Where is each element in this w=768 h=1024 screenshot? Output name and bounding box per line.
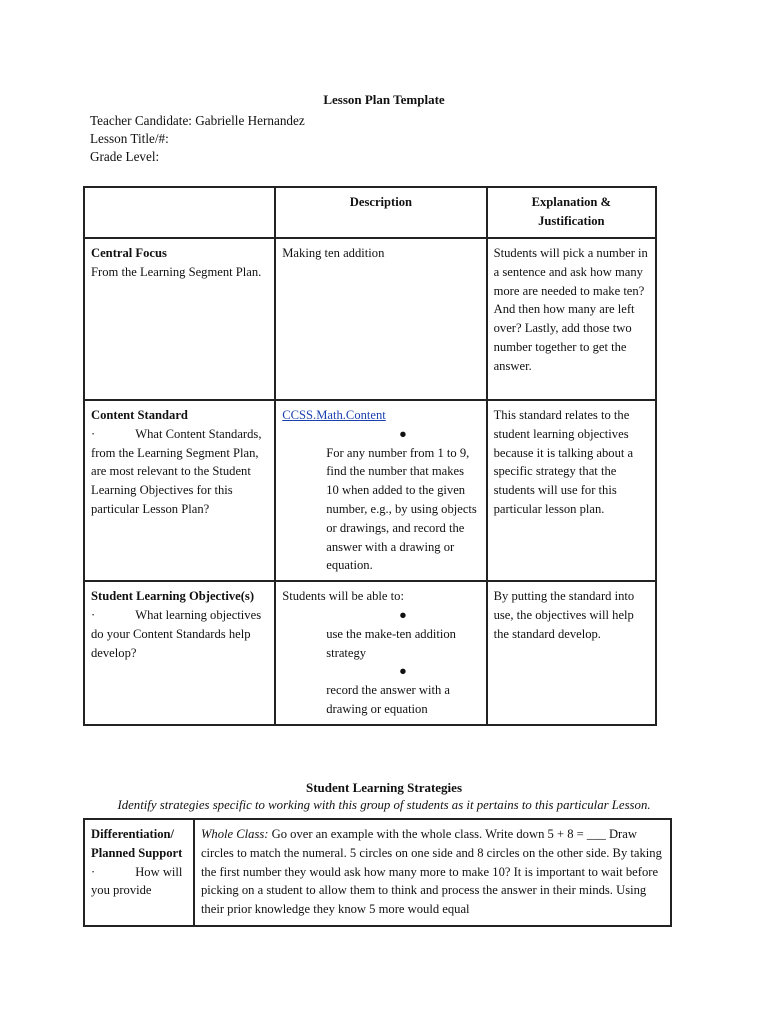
central-focus-label-cell <box>84 238 275 400</box>
table-row-central-focus <box>84 238 656 400</box>
table-row-content-standard <box>84 400 656 581</box>
list-item: ● For any number from 1 to 9, find the number that makes 10 when added to the given number, e.g., by using objects or drawings, and record the answer with a drawing or equation. <box>326 426 477 573</box>
content-standard-explanation: This standard relates to the student learning objectives because it is talking about a specific strategy that the students will use for this particular lesson plan. <box>487 400 656 581</box>
table-row-slo <box>84 581 656 725</box>
differentiation-label: Differentiation/ Planned Support <box>91 827 183 860</box>
slo-label-cell <box>84 581 275 725</box>
slo-label: Student Learning Objective(s) <box>91 589 255 604</box>
strategies-subtitle: Identify strategies specific to working with this group of students as it pertains to this particular Lesson. <box>117 798 651 812</box>
central-focus-description: Making ten addition <box>275 238 486 400</box>
grade-level-line: Grade Level: <box>90 149 160 164</box>
differentiation-text-cell <box>194 819 671 926</box>
lesson-plan-table <box>83 186 657 726</box>
content-standard-description <box>275 400 486 581</box>
content-standard-question: · What Content Standards, from the Learning Segment Plan, are most relevant to the Student Learning Objectives for this particular Lesson Plan? <box>91 426 262 516</box>
document-title: Lesson Plan Template <box>323 92 445 107</box>
slo-question: · What learning objectives do your Content Standards help develop? <box>91 607 262 660</box>
slo-description <box>275 581 486 725</box>
differentiation-label-cell <box>84 819 194 926</box>
whole-class-lead: Whole Class: <box>200 827 269 841</box>
differentiation-question: · How will you provide <box>91 864 183 898</box>
header-explanation: Explanation & Justification <box>487 187 656 238</box>
header-blank-cell <box>84 187 275 238</box>
strategies-table <box>83 818 672 927</box>
lesson-title-line: Lesson Title/#: <box>90 131 169 146</box>
central-focus-explanation: Students will pick a number in a sentence and ask how many more are needed to make ten? And then how many are left over? Lastly, add those two number together to get the answer. <box>487 238 656 400</box>
central-focus-label: Central Focus <box>91 246 167 260</box>
differentiation-text: Go over an example with the whole class. Write down 5 + 8 = ___ Draw circles to match the numeral. 5 circles on one side and 8 circles on the other side. By taking the first number they would ask how many more to make 10? It is important to wait before picking on a student to allow them to think and process the answer in their minds. Using their prior knowledge they know 5 more would equal <box>200 827 662 917</box>
content-standard-label: Content Standard <box>91 408 188 422</box>
slo-intro: Students will be able to: <box>282 589 404 604</box>
list-item: ● use the make-ten addition strategy ● record the answer with a drawing or equation <box>326 607 456 716</box>
strategies-title: Student Learning Strategies <box>306 780 462 795</box>
slo-explanation: By putting the standard into use, the objectives will help the standard develop. <box>487 581 656 725</box>
header-description: Description <box>275 187 486 238</box>
table-header-row <box>84 187 656 238</box>
ccss-link[interactable]: CCSS.Math.Content <box>282 408 386 422</box>
central-focus-sub: From the Learning Segment Plan. <box>91 264 262 279</box>
teacher-candidate-line: Teacher Candidate: Gabrielle Hernandez <box>90 113 305 128</box>
content-standard-label-cell <box>84 400 275 581</box>
table-row-differentiation <box>84 819 671 926</box>
